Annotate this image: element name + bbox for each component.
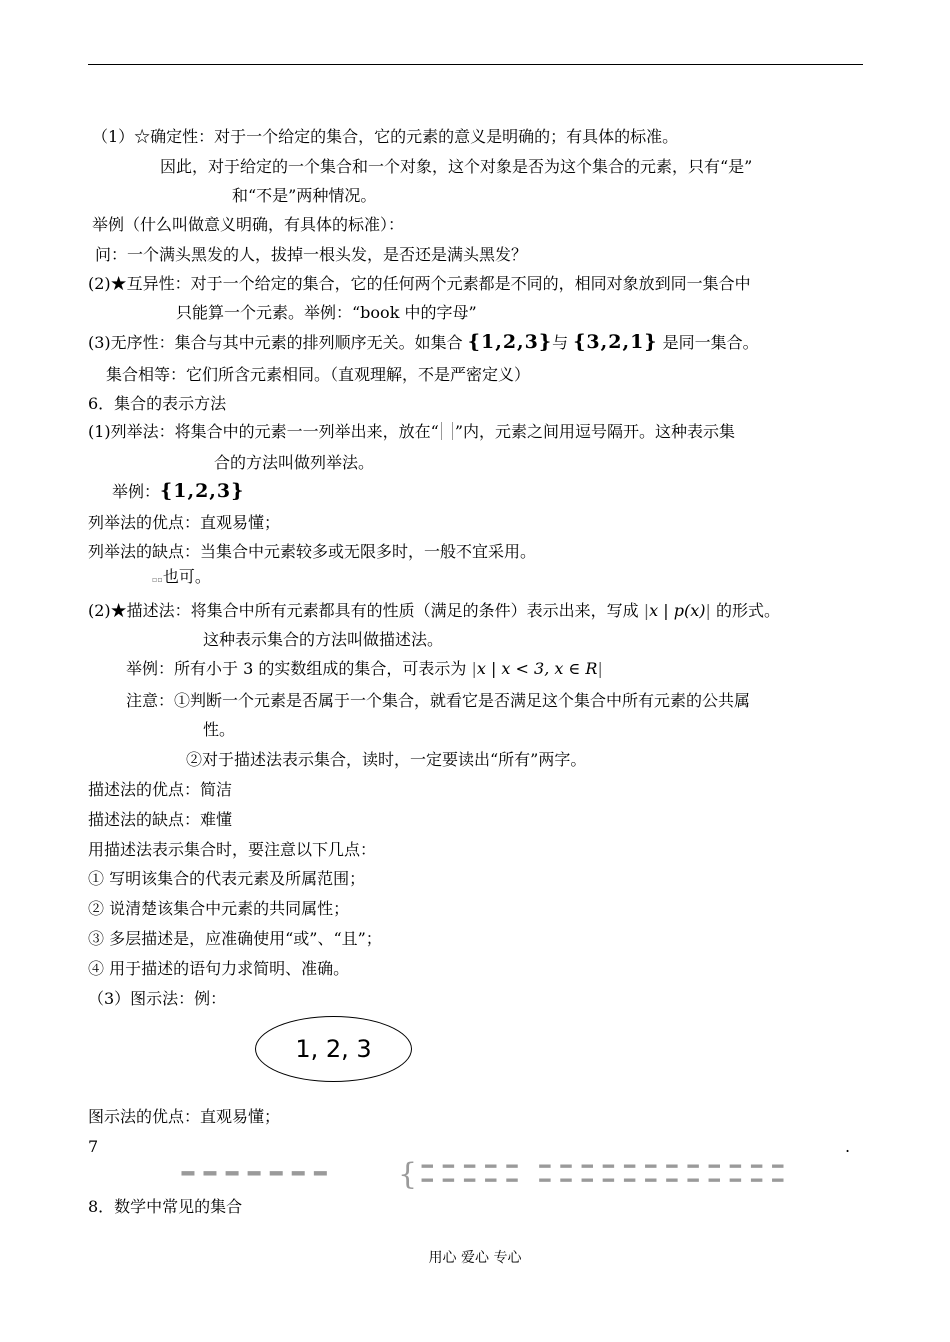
line-8-end: 是同一集合。 [662, 333, 759, 352]
line-1: （1）☆确定性：对于一个给定的集合，它的元素的意义是明确的；有具体的标准。 [92, 127, 679, 146]
section-heading [88, 393, 226, 415]
line-22: ②对于描述法表示集合，读时，一定要读出“所有”两字。 [186, 750, 587, 769]
list-item [88, 898, 349, 920]
set-example-2: {3,2,1} [573, 331, 658, 353]
text-line [126, 658, 603, 680]
line-20: 注意：①判断一个元素是否属于一个集合，就看它是否满足这个集合中所有元素的公共属 [126, 691, 751, 710]
line-17-start: (2)★描述法：将集合中所有元素都具有的性质（满足的条件）表示出来，写成 [88, 601, 639, 620]
line-11-start: (1)列举法：将集合中的元素一一列举出来，放在“ [88, 422, 439, 441]
text-line [232, 185, 376, 207]
line-26: ① 写明该集合的代表元素及所属范围； [88, 869, 366, 888]
text-line [88, 512, 280, 534]
page-footer: 用心 爱心 专心 [428, 1250, 522, 1266]
header-rule [88, 64, 863, 65]
set-example-3: {1,2,3} [160, 480, 245, 502]
illegible-text: ▬▬▬▬▬▬▬ [180, 1166, 335, 1180]
text-line [88, 600, 780, 622]
text-line [88, 1136, 98, 1158]
illegible-text: ▬▬▬▬▬ ▬▬▬▬▬▬▬▬▬▬▬▬ [420, 1160, 792, 1171]
text-line [88, 421, 735, 443]
brace-left-icon: | [471, 659, 477, 678]
line-5: 问：一个满头黑发的人，拔掉一根头发，是否还是满头黑发？ [95, 245, 528, 264]
line-16: 也可。 [162, 567, 211, 586]
line-14: 列举法的优点：直观易懂； [88, 513, 281, 532]
text-line [126, 690, 750, 712]
line-12: 合的方法叫做列举法。 [214, 453, 375, 472]
text-line [152, 566, 211, 591]
line-32-number: 7 [88, 1137, 99, 1156]
brace-right-icon: | [597, 659, 603, 678]
text-line [88, 273, 751, 295]
line-11-end: ”内，元素之间用逗号隔开。这种表示集 [454, 422, 736, 441]
line-32-dot: . [845, 1137, 851, 1156]
line-10: 6．集合的表示方法 [88, 394, 227, 413]
real-set-math: x | x < 3, x ∈ R [476, 659, 598, 678]
text-line [88, 1106, 280, 1128]
text-line [845, 1136, 850, 1158]
illegible-text: ▬▬▬▬▬ ▬▬▬▬▬▬▬▬▬▬▬▬ [420, 1174, 792, 1185]
list-item [88, 868, 365, 890]
line-30: （3）图示法：例： [88, 989, 227, 1008]
text-line [88, 779, 232, 801]
line-24: 描述法的缺点：难懂 [88, 810, 233, 829]
section-heading [88, 1196, 242, 1218]
line-3: 和“不是”两种情况。 [232, 186, 377, 205]
line-28: ③ 多层描述是，应准确使用“或”、“且”； [88, 929, 382, 948]
text-line [88, 988, 226, 1010]
text-line [92, 214, 404, 236]
text-line [112, 480, 244, 503]
line-8-mid: 与 [552, 333, 569, 352]
brace-left-icon: | [643, 601, 650, 620]
line-19-start: 举例：所有小于 3 的实数组成的集合，可表示为 [126, 659, 467, 678]
line-8-start: (3)无序性：集合与其中元素的排列顺序无关。如集合 [88, 333, 463, 352]
text-line [214, 452, 374, 474]
line-25: 用描述法表示集合时，要注意以下几点： [88, 840, 377, 859]
venn-ellipse-label: 1, 2, 3 [295, 1035, 372, 1063]
set-example-1: {1,2,3} [467, 331, 553, 353]
broken-image-icon: ▫▫ [152, 575, 163, 584]
text-line [88, 809, 232, 831]
text-line [160, 156, 752, 178]
text-line [176, 302, 477, 324]
line-33: 8．数学中常见的集合 [88, 1197, 243, 1216]
text-line [95, 244, 527, 266]
line-7: 只能算一个元素。举例：“book 中的字母” [176, 303, 477, 322]
line-27: ② 说清楚该集合中元素的共同属性； [88, 899, 350, 918]
text-line [186, 749, 586, 771]
line-2: 因此，对于给定的一个集合和一个对象，这个对象是否为这个集合的元素，只有“是” [160, 157, 753, 176]
line-31: 图示法的优点：直观易懂； [88, 1107, 281, 1126]
text-line [92, 126, 678, 148]
text-line [203, 719, 235, 741]
line-6: (2)★互异性：对于一个给定的集合，它的任何两个元素都是不同的，相同对象放到同一集合中 [88, 274, 751, 293]
text-line [88, 839, 376, 861]
illegible-image-strip [180, 1160, 950, 1192]
line-21: 性。 [203, 720, 236, 739]
line-18: 这种表示集合的方法叫做描述法。 [203, 630, 444, 649]
list-item [88, 958, 349, 980]
line-4: 举例（什么叫做意义明确，有具体的标准）： [92, 215, 405, 234]
line-15: 列举法的缺点：当集合中元素较多或无限多时，一般不宜采用。 [88, 542, 537, 561]
brace-left-icon: { [398, 1160, 418, 1192]
line-13-start: 举例： [112, 482, 161, 501]
description-form-math: x | p(x) [649, 601, 706, 620]
text-line [88, 541, 536, 563]
list-item [88, 928, 382, 950]
text-line [203, 629, 443, 651]
line-29: ④ 用于描述的语句力求简明、准确。 [88, 959, 350, 978]
empty-brace-symbol [441, 422, 453, 440]
text-line [106, 364, 530, 386]
line-17-end: 的形式。 [715, 601, 780, 620]
brace-right-icon: | [705, 601, 711, 620]
text-line [88, 331, 759, 354]
line-23: 描述法的优点：简洁 [88, 780, 233, 799]
line-9: 集合相等：它们所含元素相同。（直观理解，不是严密定义） [106, 365, 531, 384]
